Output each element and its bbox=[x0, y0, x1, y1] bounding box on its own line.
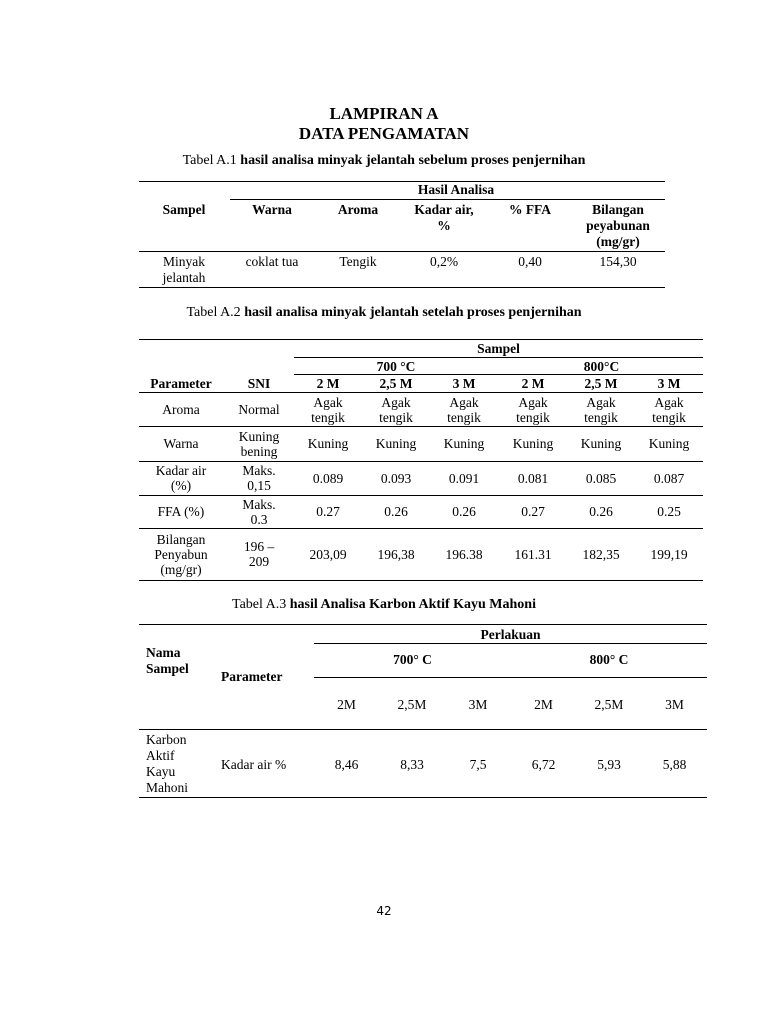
table2-cell-sni: Maks. bbox=[242, 496, 276, 512]
table1-caption-prefix: Tabel A.1 bbox=[182, 153, 237, 168]
table3-col-conc: 3M bbox=[468, 697, 488, 712]
table2-row-rule bbox=[139, 528, 703, 529]
table3-temp-rule bbox=[314, 677, 707, 678]
table3-temp-800: 800° C bbox=[589, 652, 629, 667]
table2-row-rule bbox=[139, 461, 703, 462]
table2-cell-value: Agak bbox=[449, 394, 479, 410]
table2-temp-rule bbox=[294, 374, 703, 375]
table3-perlakuan-rule bbox=[314, 643, 707, 644]
table2-top-rule bbox=[139, 339, 703, 340]
table2-cell-value: 199,19 bbox=[650, 546, 688, 562]
table2-cell-value: 0.089 bbox=[312, 470, 344, 486]
table2-cell-value: Kuning bbox=[580, 436, 622, 451]
table2-cell-sni: Kuning bbox=[238, 428, 280, 444]
table3-caption-title: hasil Analisa Karbon Aktif Kayu Mahoni bbox=[289, 597, 536, 612]
table1-cell-bilangan: 154,30 bbox=[599, 254, 637, 269]
table3-cell-parameter: Kadar air % bbox=[221, 757, 287, 772]
table2-header-rule bbox=[139, 392, 703, 393]
table1-col-kadar-line1: Kadar air, bbox=[414, 202, 474, 217]
table2-cell-value: Kuning bbox=[375, 436, 417, 451]
table3-header-rule bbox=[139, 729, 707, 730]
table2-cell-value: 196.38 bbox=[445, 546, 483, 562]
table2-cell-value: 0.093 bbox=[380, 470, 412, 486]
table2-cell-value: 0.25 bbox=[657, 504, 681, 519]
table2-cell-value: 0.085 bbox=[585, 470, 617, 486]
table2-cell-value: 0.27 bbox=[316, 504, 340, 519]
table2-row-rule bbox=[139, 580, 703, 581]
table2-cell-sni: bening bbox=[240, 443, 278, 459]
table3-temp-700: 700° C bbox=[393, 652, 432, 667]
table2-cell-value: tengik bbox=[652, 409, 686, 425]
table3-cell-value: 5,93 bbox=[597, 757, 621, 772]
table1-col-ffa: % FFA bbox=[508, 202, 552, 217]
table1-caption bbox=[0, 153, 768, 169]
table2-cell-value: 0.27 bbox=[521, 504, 545, 519]
table2-col-conc: 2,5 M bbox=[379, 376, 413, 391]
table1-col-kadar-line2: % bbox=[437, 218, 451, 233]
table2-cell-sni: 0.3 bbox=[250, 511, 268, 527]
page-number: 42 bbox=[376, 904, 392, 918]
table2-temp-800: 800°C bbox=[583, 359, 620, 374]
table3-cell-value: 8,33 bbox=[400, 757, 424, 772]
table3-caption bbox=[0, 597, 768, 613]
table2-caption-prefix: Tabel A.2 bbox=[186, 305, 241, 320]
table2-col-conc: 2,5 M bbox=[584, 376, 618, 391]
table2-cell-value: Kuning bbox=[443, 436, 485, 451]
table2-cell-value: tengik bbox=[584, 409, 618, 425]
table3-col-nama-line2: Sampel bbox=[146, 661, 189, 676]
table2-col-conc: 3 M bbox=[657, 376, 681, 391]
table2-caption-title: hasil analisa minyak jelantah setelah proses penjernihan bbox=[244, 305, 582, 320]
table3-top-rule bbox=[139, 624, 707, 625]
table2-cell-sni: Normal bbox=[238, 402, 280, 417]
table2-cell-value: 182,35 bbox=[582, 546, 620, 562]
table1-caption-title: hasil analisa minyak jelantah sebelum proses penjernihan bbox=[240, 153, 586, 168]
table1-col-bilangan-line1: Bilangan bbox=[592, 202, 644, 217]
table2-col-parameter: Parameter bbox=[150, 376, 212, 391]
table2-sampel-header: Sampel bbox=[477, 341, 520, 356]
table1-bottom-rule bbox=[139, 287, 665, 288]
table3-cell-value: 6,72 bbox=[531, 757, 556, 772]
table2-cell-value: Agak bbox=[654, 394, 684, 410]
table2-col-sni: SNI bbox=[247, 376, 271, 391]
table1-cell-sampel-line1: Minyak bbox=[163, 254, 205, 269]
table2-cell-parameter: Penyabun bbox=[154, 546, 208, 562]
table1-cell-sampel-line2: jelantah bbox=[162, 270, 206, 285]
table1-cell-ffa: 0,40 bbox=[518, 254, 542, 269]
table2-cell-value: 161.31 bbox=[514, 546, 552, 562]
table2-cell-sni: 196 – bbox=[243, 539, 275, 554]
table3-cell-nama-line: Karbon bbox=[146, 732, 187, 747]
table2-cell-parameter: Warna bbox=[163, 436, 199, 451]
table2-cell-value: Kuning bbox=[648, 436, 690, 451]
table2-sampel-rule bbox=[294, 357, 703, 358]
table2-cell-parameter: Aroma bbox=[162, 402, 200, 417]
table1-col-sampel: Sampel bbox=[162, 202, 206, 217]
table1-col-aroma: Aroma bbox=[337, 202, 379, 217]
table2-cell-parameter: (mg/gr) bbox=[160, 561, 202, 577]
table3-cell-nama-line: Mahoni bbox=[146, 780, 188, 795]
table1-group-rule bbox=[230, 199, 665, 200]
table2-cell-value: 0.081 bbox=[517, 470, 549, 486]
table2-cell-value: 196,38 bbox=[377, 546, 415, 562]
table1-group-header: Hasil Analisa bbox=[417, 182, 495, 197]
table2-cell-value: Agak bbox=[586, 394, 616, 410]
table2-cell-sni: 0,15 bbox=[247, 478, 271, 493]
table1-cell-kadar: 0,2% bbox=[429, 254, 459, 269]
table1-cell-warna: coklat tua bbox=[245, 254, 299, 269]
appendix-subtitle: DATA PENGAMATAN bbox=[298, 124, 470, 143]
table3-cell-nama-line: Kayu bbox=[146, 764, 176, 779]
appendix-title: LAMPIRAN A bbox=[329, 104, 439, 123]
table2-cell-parameter: Kadar air bbox=[155, 463, 207, 478]
table2-cell-value: 0.087 bbox=[653, 470, 685, 486]
table2-cell-value: tengik bbox=[447, 409, 481, 425]
table2-col-conc: 2 M bbox=[316, 376, 340, 391]
table2-temp-700: 700 °C bbox=[376, 359, 416, 374]
table2-cell-sni: Maks. bbox=[242, 463, 276, 478]
table1-col-bilangan-line2: peyabunan bbox=[586, 218, 650, 233]
table3-col-conc: 2M bbox=[534, 697, 553, 712]
table2-caption bbox=[0, 305, 768, 321]
table2-cell-value: 203,09 bbox=[309, 546, 347, 562]
table2-cell-value: Kuning bbox=[307, 436, 349, 451]
table2-cell-parameter: FFA (%) bbox=[157, 504, 205, 519]
table3-cell-value: 8,46 bbox=[334, 757, 359, 772]
table2-cell-value: tengik bbox=[379, 409, 413, 425]
table2-cell-value: 0.26 bbox=[589, 504, 613, 519]
table2-cell-value: Kuning bbox=[512, 436, 554, 451]
table2-cell-value: 0.26 bbox=[452, 504, 476, 519]
table3-cell-value: 5,88 bbox=[662, 757, 687, 772]
table2-cell-value: tengik bbox=[311, 409, 345, 425]
table3-col-conc: 2,5M bbox=[397, 697, 427, 712]
table2-cell-value: 0.091 bbox=[448, 470, 480, 486]
table3-caption-prefix: Tabel A.3 bbox=[232, 597, 287, 612]
table3-bottom-rule bbox=[139, 797, 707, 798]
table2-col-conc: 3 M bbox=[452, 376, 476, 391]
table3-col-conc: 2M bbox=[337, 697, 356, 712]
table3-col-conc: 3M bbox=[665, 697, 684, 712]
table1-cell-aroma: Tengik bbox=[339, 254, 377, 269]
table1-col-bilangan-line3: (mg/gr) bbox=[596, 234, 640, 249]
table2-cell-parameter: (%) bbox=[170, 478, 192, 493]
table3-col-nama-line1: Nama bbox=[146, 645, 181, 660]
table2-cell-sni: 209 bbox=[248, 554, 270, 569]
table2-cell-value: 0.26 bbox=[384, 504, 408, 519]
table2-col-conc: 2 M bbox=[521, 376, 545, 391]
table2-row-rule bbox=[139, 426, 703, 427]
table2-cell-value: Agak bbox=[313, 394, 343, 410]
table1-col-warna: Warna bbox=[252, 202, 292, 217]
table3-col-parameter: Parameter bbox=[221, 669, 283, 684]
table2-cell-parameter: Bilangan bbox=[156, 531, 206, 547]
table2-cell-value: Agak bbox=[381, 394, 411, 410]
table2-cell-value: tengik bbox=[516, 409, 550, 425]
table3-col-conc: 2,5M bbox=[594, 697, 624, 712]
table3-perlakuan: Perlakuan bbox=[480, 627, 541, 642]
table3-cell-nama-line: Aktif bbox=[146, 748, 175, 763]
table2-cell-value: Agak bbox=[518, 394, 548, 410]
table1-header-rule bbox=[139, 251, 665, 252]
table3-cell-value: 7,5 bbox=[469, 757, 487, 772]
